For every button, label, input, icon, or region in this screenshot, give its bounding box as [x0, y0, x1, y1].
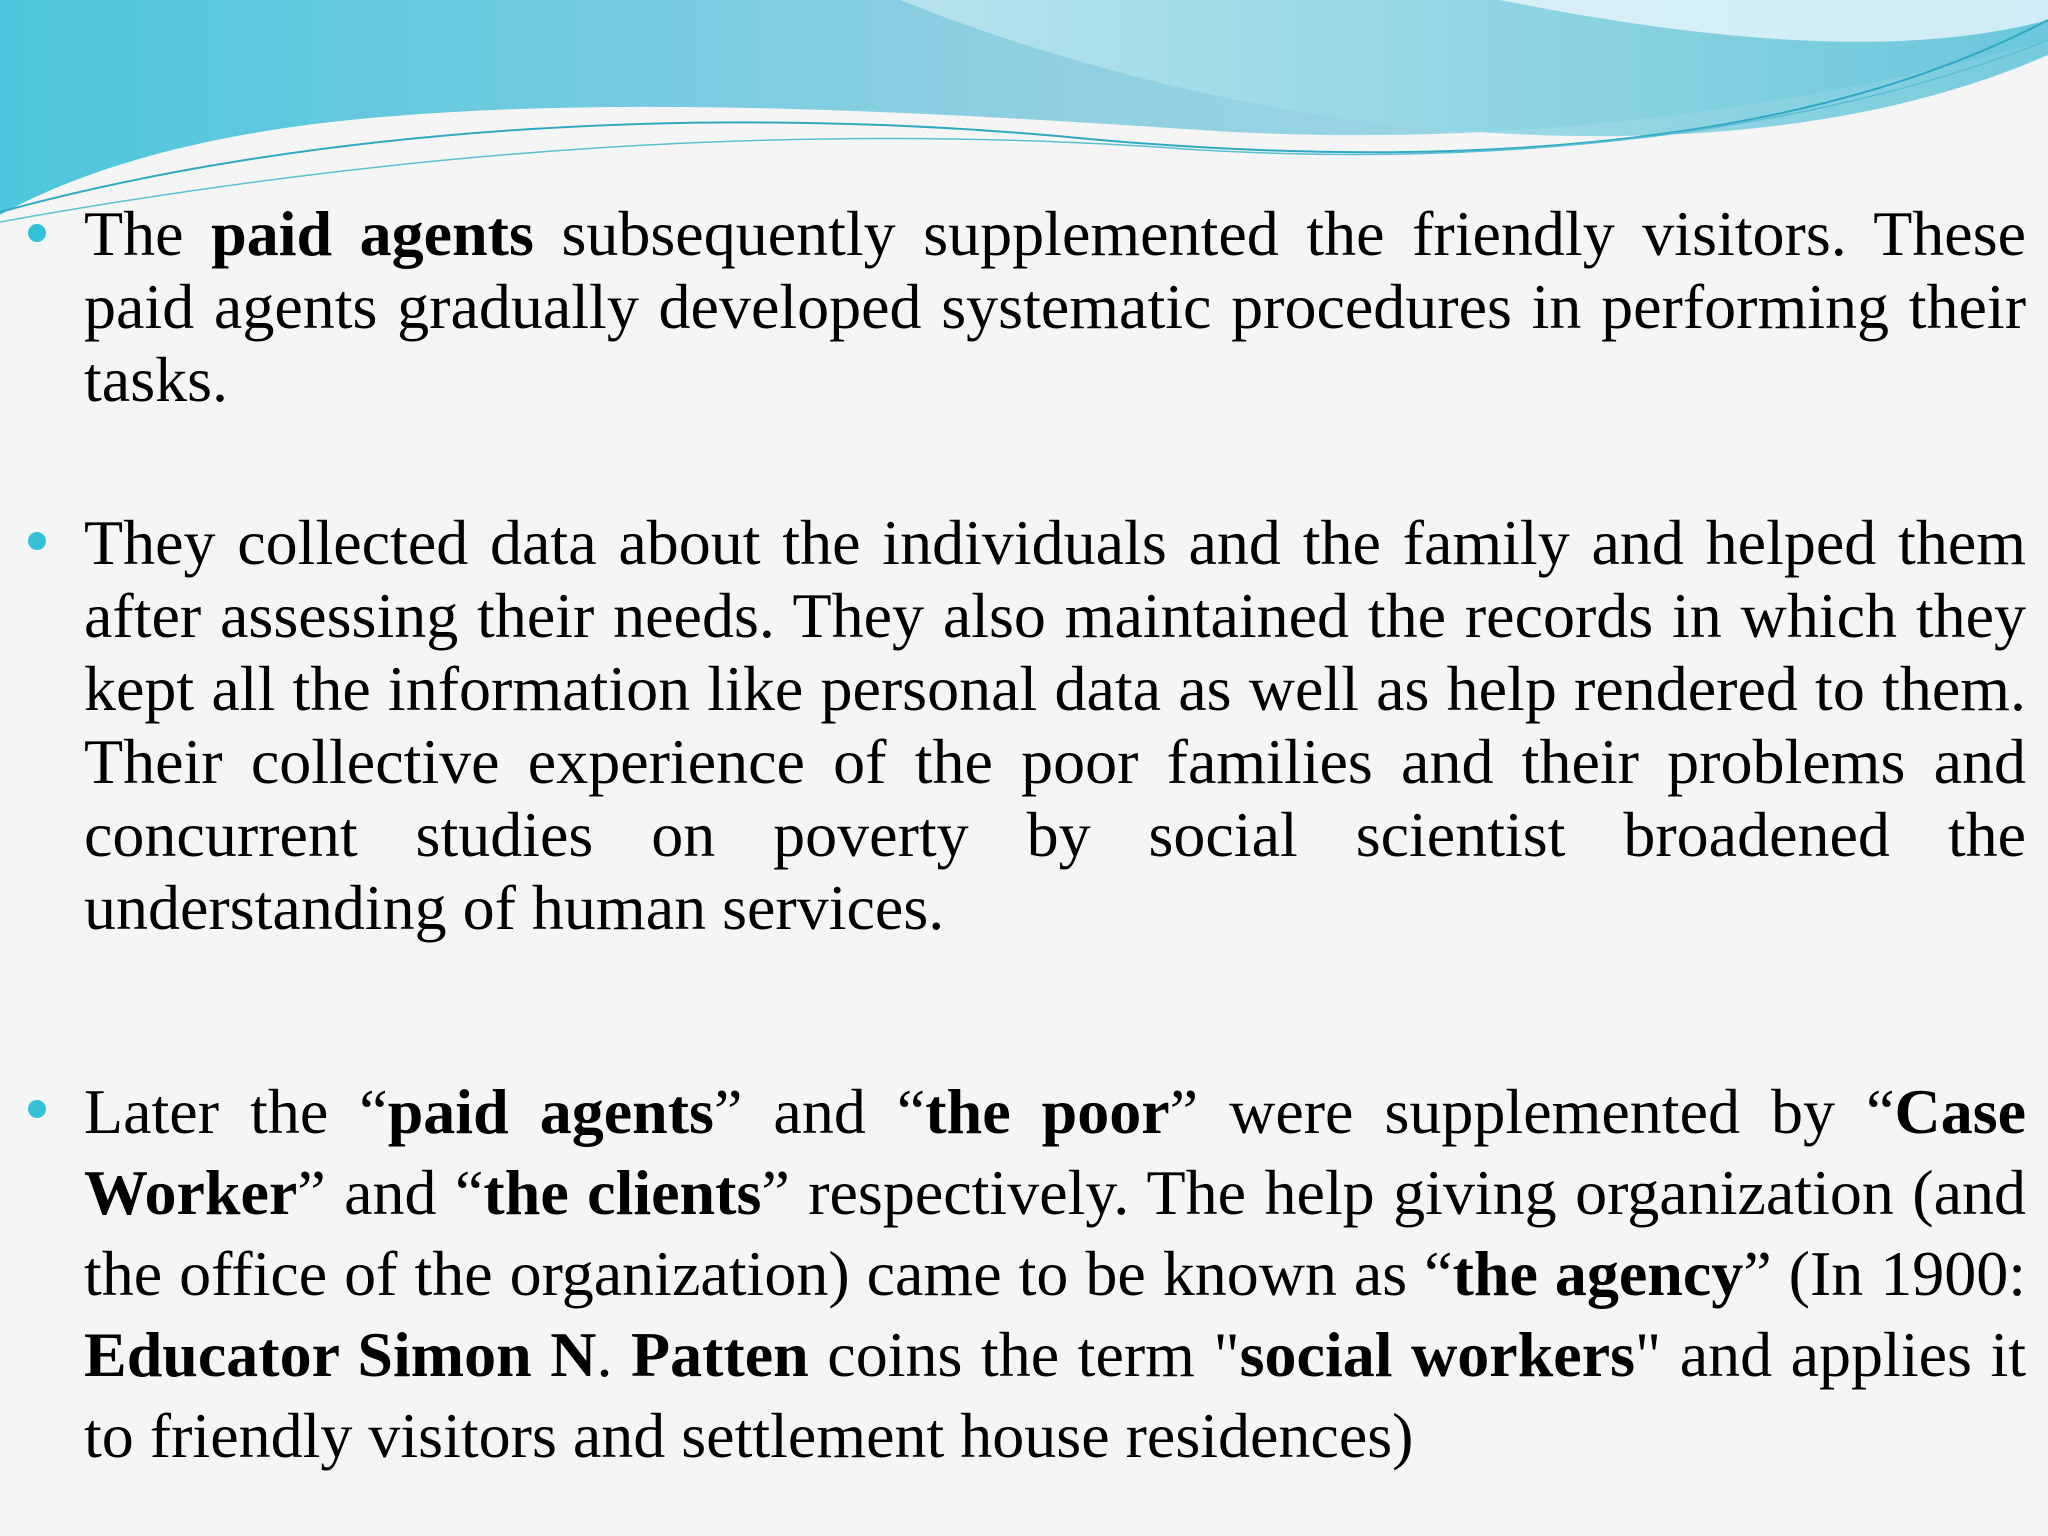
text-segment: " and applies it to friendly visitors and settlement house residences): [84, 1319, 2027, 1471]
text-segment-bold: social workers: [1239, 1319, 1636, 1390]
text-segment: .: [596, 1319, 632, 1390]
text-segment: coins the term ": [808, 1319, 1240, 1390]
text-segment: They collected data about the individuals and the family and helped them after assessing their needs. They also maintained the records in which they kept all the information like personal data as well as help rendered to them. Their collective experience of the poor families and their problems and concurrent studies on poverty by social scientist broadened the understanding of human services.: [84, 507, 2026, 943]
text-segment: ” were supplemented by “: [1169, 1076, 1895, 1147]
text-segment: ” respectively. The help giving organization (and the office of the organization) came to be known as “: [84, 1157, 2027, 1309]
text-segment: ” and “: [297, 1157, 484, 1228]
bullet-dot-icon: [28, 1100, 46, 1118]
bullet-text-2: [84, 506, 2026, 944]
text-segment-bold: paid agents: [387, 1076, 714, 1147]
text-segment-bold: the agency: [1452, 1238, 1744, 1309]
text-segment: Later the “: [84, 1076, 388, 1147]
text-segment-bold: the poor: [925, 1076, 1170, 1147]
text-segment: ” (In 1900:: [1743, 1238, 2027, 1309]
bullet-dot-icon: [28, 224, 46, 242]
text-segment-bold: Case Worker: [84, 1076, 2027, 1228]
text-segment-bold: Educator Simon N: [84, 1319, 597, 1390]
bullet-dot-icon: [28, 532, 46, 550]
text-segment-bold: the clients: [483, 1157, 762, 1228]
bullet-text-1: [84, 197, 2026, 416]
bullet-text-3: [84, 1071, 2026, 1476]
text-segment: The: [84, 198, 212, 269]
text-segment: subsequently supplemented the friendly visitors. These paid agents gradually developed systematic procedures in performing their tasks.: [84, 198, 2026, 415]
text-segment: ” and “: [713, 1076, 926, 1147]
text-segment-bold: paid agents: [211, 198, 534, 269]
text-segment-bold: Patten: [631, 1319, 809, 1390]
